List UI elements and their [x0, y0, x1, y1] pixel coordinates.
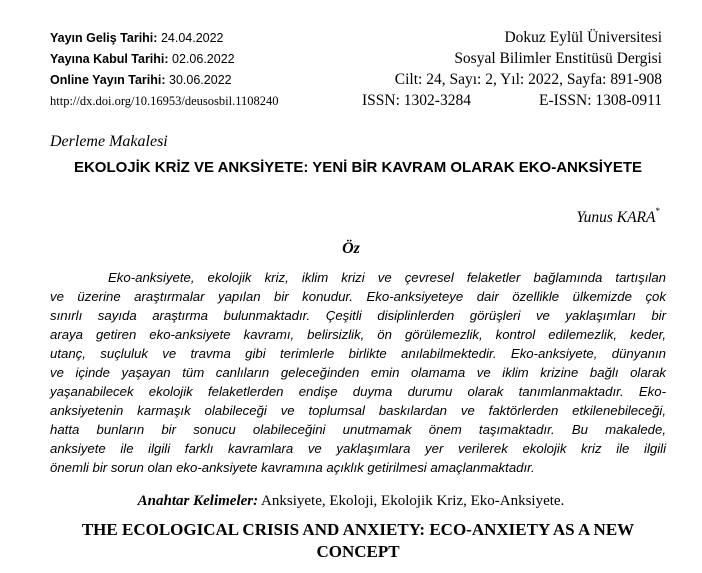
received-value: 24.04.2022 [160, 31, 224, 45]
author-name: Yunus KARA [576, 209, 656, 227]
accepted-date [50, 52, 235, 67]
author-footnote-mark[interactable]: * [655, 206, 660, 216]
online-label: Online Yayın Tarihi: [50, 73, 166, 87]
article-type: Derleme Makalesi [50, 133, 168, 150]
abstract-line: anksiyete ile ilgili farklı kavramlara ve yaklaşımlara yer verilerek ekolojik kriz ile ilgili [50, 441, 666, 456]
abstract-line: ve üzerine araştırmalar yapılan bir konudur. Eko-anksiyeteye dair özellikle ülkemizde çok [50, 289, 666, 304]
accepted-label: Yayına Kabul Tarihi: [50, 52, 169, 66]
abstract-line: ve içinde yaşayan tüm canlıların geleceğinden emin olamama ve iklim krizine bağlı olarak [50, 365, 666, 380]
abstract-line: utanç, suçluluk ve travma gibi terimlerle birlikte anılabilmektedir. Eko-anksiyete, dünyanın [50, 346, 666, 361]
received-date [50, 31, 224, 46]
received-label: Yayın Geliş Tarihi: [50, 31, 158, 45]
university-name: Dokuz Eylül Üniversitesi [504, 29, 662, 46]
abstract-heading: Öz [342, 240, 360, 257]
keywords-list: Anksiyete, Ekoloji, Ekolojik Kriz, Eko-Anksiyete. [261, 493, 565, 509]
abstract-line: Eko-anksiyete, ekolojik kriz, iklim krizi ve çevresel felaketler bağlamında tartışılan [108, 270, 666, 285]
abstract-line: anksiyetenin karmaşık olabileceği ve toplumsal baskılardan ve faktörlerden etkilenebileceği, [50, 403, 666, 418]
journal-name: Sosyal Bilimler Enstitüsü Dergisi [454, 50, 662, 67]
issn: ISSN: 1302-3284 [362, 92, 471, 109]
eissn: E-ISSN: 1308-0911 [539, 92, 662, 109]
keywords-label: Anahtar Kelimeler: [137, 493, 259, 509]
accepted-value: 02.06.2022 [172, 52, 235, 66]
abstract-body [50, 268, 666, 477]
article-title-en: THE ECOLOGICAL CRISIS AND ANXIETY: ECO-ANXIETY AS A NEW CONCEPT [81, 520, 635, 561]
online-value: 30.06.2022 [169, 73, 232, 87]
author [576, 208, 660, 227]
abstract-line: hatta bunların bir sonucu olabileceğini unutmamak önem taşımaktadır. Bu makalede, [50, 422, 666, 437]
abstract-line: sınırlı sayıda araştırma bulunmaktadır. Çeşitli disiplinlerden görüşleri ve yaklaşımları bir [50, 308, 666, 323]
online-date [50, 73, 232, 88]
abstract-line: yaşanabilecek ekolojik felaketlerden endişe duyma durumu olarak tanımlanmaktadır. Eko- [50, 384, 666, 399]
doi-link[interactable]: http://dx.doi.org/10.16953/deusosbil.1108240 [50, 94, 279, 108]
article-title-tr: EKOLOJİK KRİZ VE ANKSİYETE: YENİ BİR KAVRAM OLARAK EKO-ANKSİYETE [73, 159, 643, 176]
keywords [0, 493, 702, 510]
volume-info: Cilt: 24, Sayı: 2, Yıl: 2022, Sayfa: 891-908 [394, 71, 662, 88]
abstract-line: araya getiren eko-anksiyete kavramı, belirsizlik, ön görülemezlik, kontrol edilemezlik, keder, [50, 327, 666, 342]
abstract-line: önemli bir sorun olan eko-anksiyete kavramına açıklık getirilmesi amaçlanmaktadır. [50, 460, 535, 475]
